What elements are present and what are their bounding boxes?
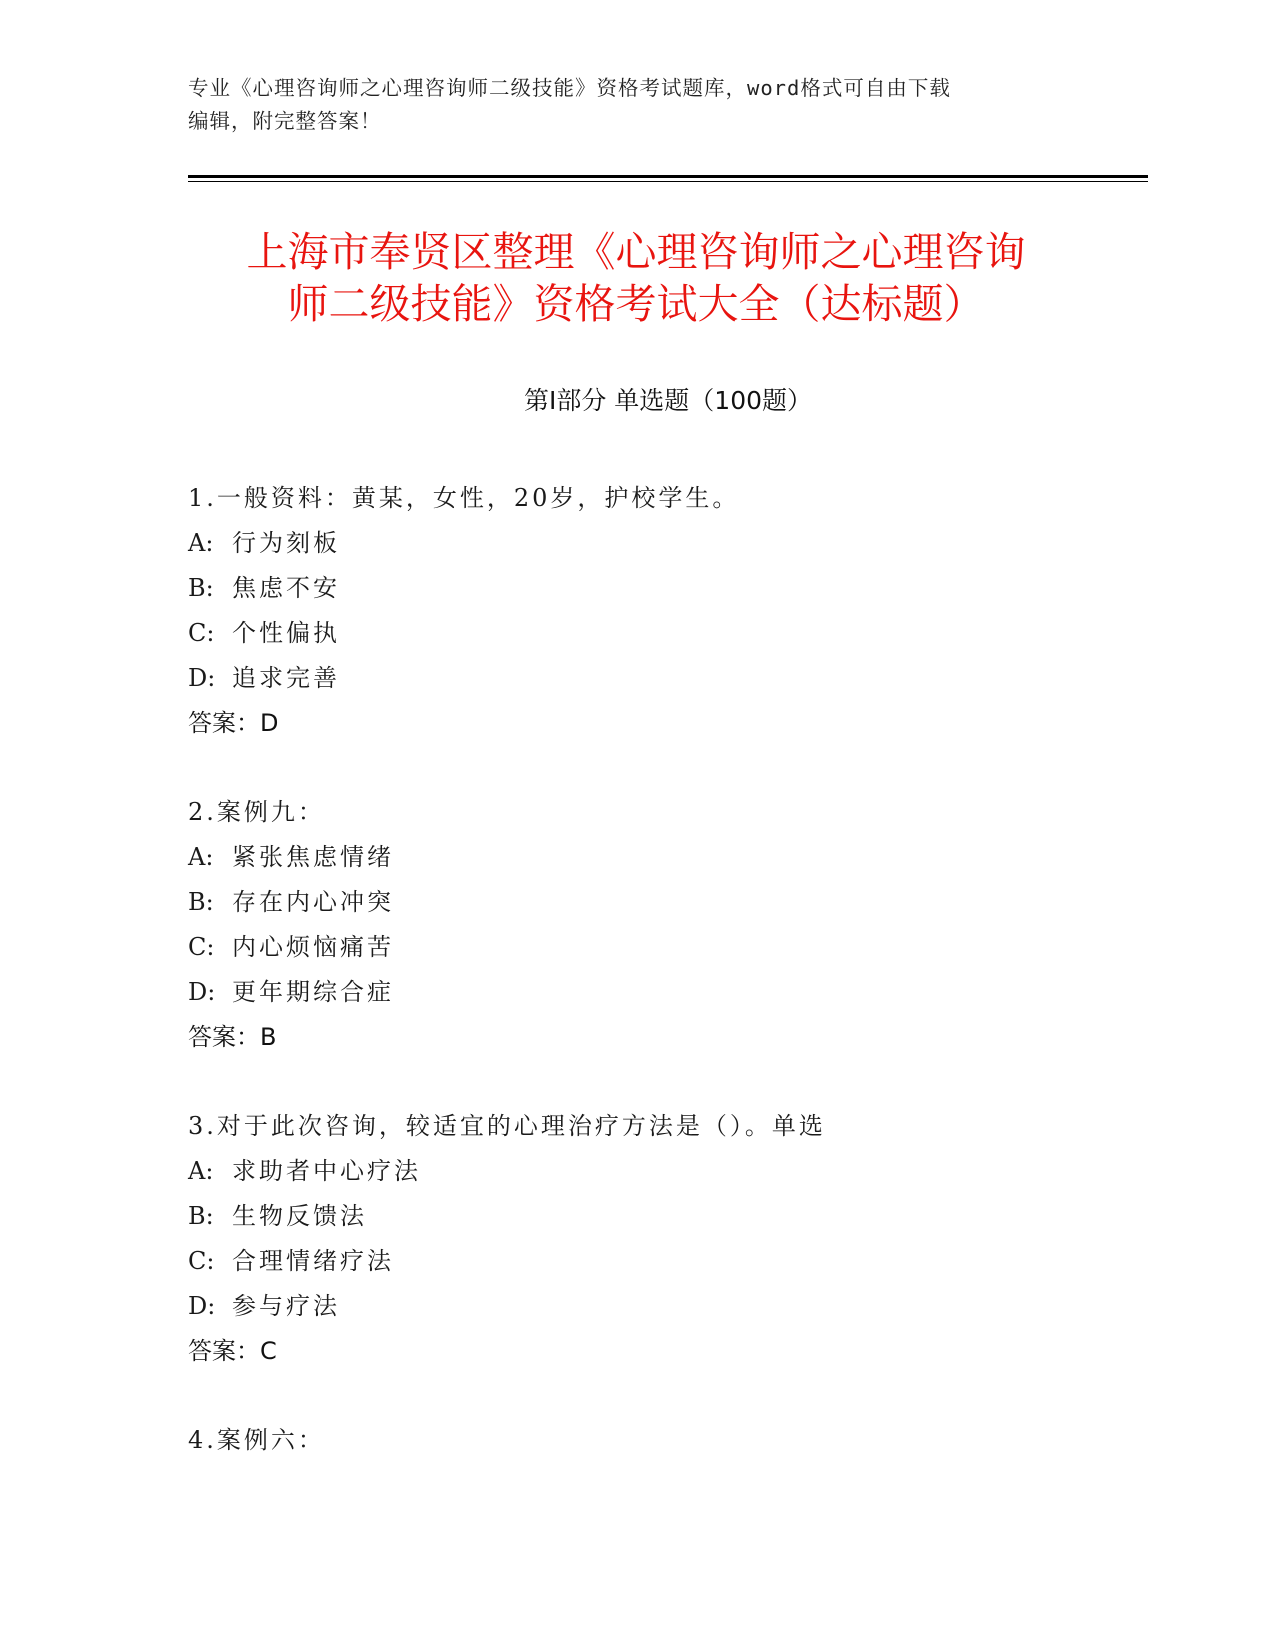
option-key: A:: [188, 1157, 214, 1185]
option-d: [188, 656, 1148, 701]
question-stem: 3.对于此次咨询，较适宜的心理治疗方法是（）。单选: [188, 1112, 826, 1140]
option-key: C:: [188, 1247, 215, 1275]
header-divider-thin: [188, 181, 1148, 182]
question-stem: 4.案例六：: [188, 1426, 325, 1454]
document-title: [188, 226, 1084, 330]
option-c: [188, 1239, 1148, 1284]
option-d: [188, 1284, 1148, 1329]
question-list: [188, 476, 1148, 1507]
option-key: D:: [188, 1292, 216, 1320]
option-text: 紧张焦虑情绪: [232, 843, 394, 871]
option-text: 更年期综合症: [232, 978, 394, 1006]
option-key: C:: [188, 933, 215, 961]
option-key: B:: [188, 1202, 214, 1230]
option-text: 个性偏执: [232, 619, 340, 647]
option-b: [188, 1194, 1148, 1239]
option-text: 合理情绪疗法: [232, 1247, 394, 1275]
option-text: 焦虑不安: [232, 574, 340, 602]
option-key: A:: [188, 529, 214, 557]
question-stem: 2.案例九：: [188, 798, 325, 826]
option-text: 生物反馈法: [232, 1202, 367, 1230]
question-3: [188, 1104, 1148, 1374]
option-text: 内心烦恼痛苦: [232, 933, 394, 961]
option-a: [188, 835, 1148, 880]
option-key: B:: [188, 888, 214, 916]
document-title-line-2: 师二级技能》资格考试大全（达标题）: [287, 280, 985, 328]
option-c: [188, 925, 1148, 970]
section-title: 第Ⅰ部分 单选题（100题）: [523, 386, 813, 415]
header-note-line-2: 编辑，附完整答案！: [188, 109, 382, 133]
answer: 答案：D: [188, 709, 279, 737]
header-note: [188, 72, 1068, 138]
option-b: [188, 566, 1148, 611]
option-text: 求助者中心疗法: [232, 1157, 421, 1185]
option-key: D:: [188, 978, 216, 1006]
option-text: 行为刻板: [232, 529, 340, 557]
header-divider-thick: [188, 175, 1148, 178]
option-b: [188, 880, 1148, 925]
option-a: [188, 521, 1148, 566]
option-text: 追求完善: [232, 664, 340, 692]
option-key: C:: [188, 619, 215, 647]
answer: 答案：C: [188, 1337, 277, 1365]
option-text: 存在内心冲突: [232, 888, 394, 916]
option-a: [188, 1149, 1148, 1194]
answer: 答案：B: [188, 1023, 277, 1051]
option-text: 参与疗法: [232, 1292, 340, 1320]
option-key: D:: [188, 664, 216, 692]
option-key: B:: [188, 574, 214, 602]
question-1: [188, 476, 1148, 746]
option-c: [188, 611, 1148, 656]
document-title-line-1: 上海市奉贤区整理《心理咨询师之心理咨询: [246, 228, 1026, 276]
question-4: [188, 1418, 1148, 1463]
question-stem: 1.一般资料：黄某，女性，20岁，护校学生。: [188, 484, 740, 512]
header-note-line-1: 专业《心理咨询师之心理咨询师二级技能》资格考试题库，word格式可自由下载: [188, 76, 951, 100]
option-key: A:: [188, 843, 214, 871]
option-d: [188, 970, 1148, 1015]
question-2: [188, 790, 1148, 1060]
